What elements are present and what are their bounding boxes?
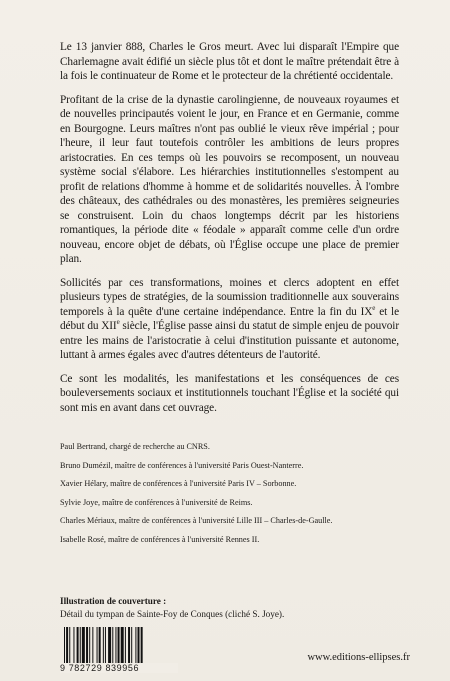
- barcode-bar: [141, 627, 143, 667]
- paragraph-3-part-b: et le début du XII: [60, 305, 399, 332]
- paragraph-2: Profitant de la crise de la dynastie carolingienne, de nouveaux royaumes et de nouvelles principautés voient le jour, en France et en Germanie, comme en Bourgogne. Leurs maîtres n'ont pas oublié le vieux rêve impérial ; pour l'heure, il leur faut toutefois contrôler les ambitions de leurs propres aristocraties. En ces temps où les pouvoirs se recomposent, un nouveau système social s'élabore. Les hiérarchies institutionnelles s'estompent au profit de relations d'homme à homme et de solidarités nouvelles. À l'ombre des châteaux, des cathédrales ou des monastères, les premières seigneuries se construisent. Loin du chaos longtemps décrit par les historiens romantiques, la période dite « féodale » apparaît comme celle d'un ordre nouveau, encore objet de débats, où l'Église occupe une place de premier plan.: [60, 93, 399, 265]
- barcode-bar: [108, 627, 111, 663]
- cover-credit: [60, 595, 400, 621]
- barcode-bar: [112, 627, 113, 663]
- author-line: Isabelle Rosé, maître de conférences à l'université Rennes II.: [60, 534, 260, 544]
- publisher-website: www.editions-ellipses.fr: [307, 652, 410, 663]
- paragraph-1: Le 13 janvier 888, Charles le Gros meurt. Avec lui disparaît l'Empire que Charlemagne avait édifié un siècle plus tôt et dont le maître prétendait être à la fois le continuateur de Rome et le protecteur de la chrétienté occidentale.: [60, 41, 399, 82]
- author-line: Bruno Dumézil, maître de conférences à l'université Paris Ouest-Nanterre.: [60, 460, 304, 470]
- barcode-bar: [105, 627, 106, 667]
- barcode-bar: [82, 627, 85, 663]
- author-line: Xavier Hélary, maître de conférences à l'université Paris IV – Sorbonne.: [60, 479, 297, 488]
- barcode-bar: [118, 627, 120, 663]
- author-line: Charles Mériaux, maître de conférences à l'université Lille III – Charles-de-Gaulle.: [60, 516, 333, 525]
- barcode-bar: [97, 627, 98, 663]
- barcode-bar: [77, 627, 79, 663]
- barcode-bar: [80, 627, 81, 663]
- barcode-bar: [73, 627, 74, 663]
- barcode-bars: [60, 627, 178, 667]
- barcode-bar: [121, 627, 124, 663]
- cover-credit-caption: Détail du tympan de Sainte-Foy de Conques (cliché S. Joye).: [60, 609, 285, 619]
- paragraph-3-part-a: Sollicités par ces transformations, moines et clercs adoptent en effet plusieurs types de stratégies, de la soumission traditionnelle aux souverains temporels à la quête d'une certaine indépendance. Entre la fin du IX: [60, 276, 399, 318]
- authors-list: [60, 438, 400, 549]
- barcode-bar: [64, 627, 65, 667]
- barcode-bar: [99, 627, 101, 663]
- barcode-bar: [69, 627, 70, 663]
- cover-credit-title: Illustration de couverture :: [60, 596, 167, 606]
- barcode-bar: [131, 627, 132, 663]
- paragraph-3: [60, 276, 399, 363]
- paragraph-4: Ce sont les modalités, les manifestations et les conséquences de ces bouleversements sociaux et institutionnels touchant l'Église et la société qui sont mis en avant dans cet ouvrage.: [60, 372, 399, 414]
- barcode-bar: [138, 627, 140, 663]
- barcode-bar: [66, 627, 68, 667]
- barcode-bar: [135, 627, 136, 663]
- barcode-bar: [115, 627, 116, 663]
- barcode-bar: [89, 627, 90, 663]
- barcode-bar: [125, 627, 126, 663]
- barcode-bar: [103, 627, 104, 667]
- superscript-e-2: e: [116, 318, 120, 327]
- author-line: Paul Bertrand, chargé de recherche au CNRS.: [60, 442, 210, 451]
- barcode-bar: [92, 627, 93, 663]
- superscript-e-1: e: [372, 303, 376, 312]
- author-line: Sylvie Joye, maître de conférences à l'université de Reims.: [60, 497, 253, 507]
- barcode-bar: [128, 627, 130, 663]
- blurb: [60, 40, 399, 424]
- isbn-number: 9 782729 839956: [60, 663, 178, 673]
- paragraph-3-part-c: siècle, l'Église passe ainsi du statut de simple enjeu de pouvoir entre les mains de l'aristocratie à celui d'institution puissante et autonome, luttant à armes égales avec d'autres détenteurs de l'autorité.: [60, 320, 399, 361]
- barcode-bar: [86, 627, 88, 663]
